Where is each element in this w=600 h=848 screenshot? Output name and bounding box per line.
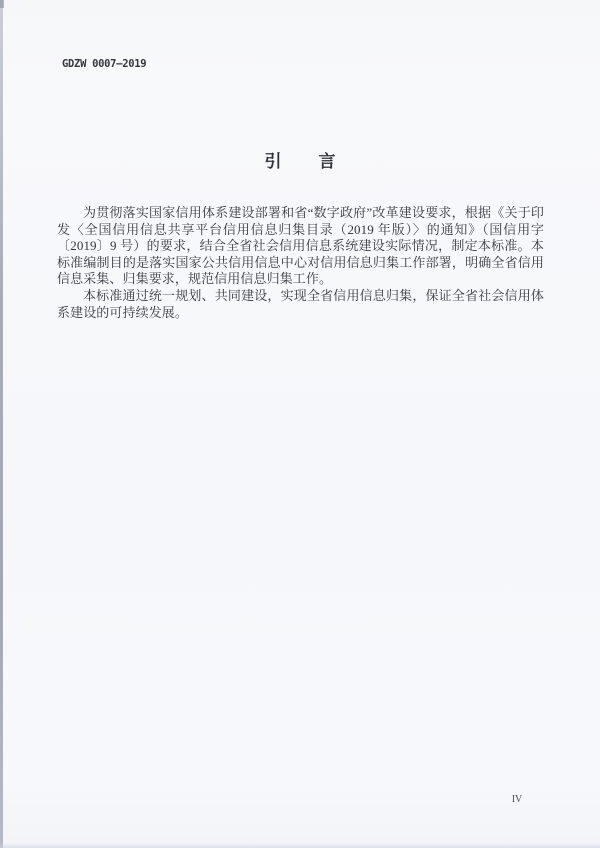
foreword-paragraph: 为贯彻落实国家信用体系建设部署和省“数字政府”改革建设要求，根据《关于印发〈全国信用信息共享平台信用信息归集目录（2019 年版）〉的通知》（国信用字〔2019〕9 号）的要求，结合全省社会信用信息系统建设实际情况，制定本标准。本标准编制目的是落实国家公共信用信息中心对信用信息归集工作部署，明确全省信用信息采集、归集要求，规范信用信息归集工作。 xyxy=(57,205,544,287)
page-number: IV xyxy=(511,794,523,805)
title-row xyxy=(57,147,544,172)
foreword-paragraph: 本标准通过统一规划、共同建设，实现全省信用信息归集，保证全省社会信用体系建设的可持续发展。 xyxy=(57,287,544,320)
scan-edge-left xyxy=(0,0,3,848)
scan-edge-bottom xyxy=(0,843,600,848)
page-title: 引 言 xyxy=(264,152,337,171)
foreword-body xyxy=(57,205,544,321)
doc-number: GDZW 0007—2019 xyxy=(62,58,147,70)
scan-corner-mark xyxy=(0,0,4,8)
